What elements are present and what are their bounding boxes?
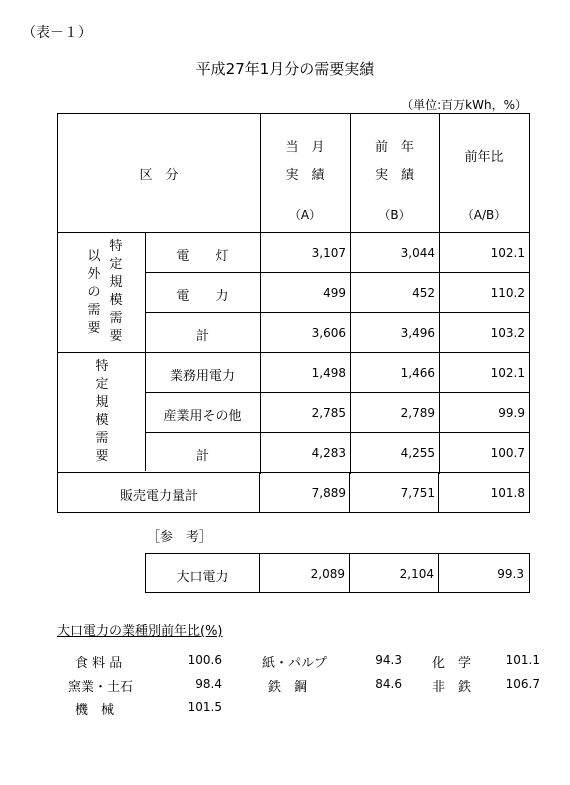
grid-line (145, 432, 529, 433)
reference-table (145, 553, 530, 593)
grid-line (349, 473, 350, 513)
grid-line (145, 392, 529, 393)
header-prev-code: （B） (378, 208, 411, 222)
grid-line (438, 473, 439, 513)
header-ratio-code: （A/B） (461, 208, 507, 222)
header-current-line1: 当 月 (285, 140, 325, 155)
page: （表－１） 平成27年1月分の需要実績 （単位:百万kWh，%） 区 分 当 月 実 績 （A） 前 年 実 績 （B） 前年比 （A/B） 特 定 規 模 需 要 以 外 の 需 要 特 定 規 模 需 要 電 灯 3,107 3,044 102.1 電 力 499 452 110.2 計 3,606 3,496 103.2 業務用電力 1,498 1,466 102.1 産業用その他 2,785 2,789 99.9 計 4,283 4,255 100.7 販売電力量計 7,889 7,751 101.8 ［参 考］ 大口電力 2,089 2,104 99.3 大口電力の業種別前年比(%) 食 料 品 100.6 紙・パルプ 94.3 化 学 101.1 窯業・土石 98.4 鉄 鋼 84.6 非 鉄 106.7 機 械 101.5 (0, 0, 570, 785)
reference-heading: ［参 考］ (147, 530, 213, 545)
group-non-specified-col1: 特 定 規 模 需 要 (109, 239, 123, 344)
demand-table: 区 分 当 月 実 績 （A） 前 年 実 績 （B） 前年比 （A/B） 特 定 規 模 需 要 以 外 の 需 要 特 定 規 模 需 要 電 灯 3,107 3,044 102.1 電 力 499 452 110.2 計 3,606 3,496 103.2 業務用電力 1,498 1,466 102.1 産業用その他 2,785 2,789 99.9 計 4,283 4,255 100.7 販売電力量計 7,889 7,751 101.8 (57, 113, 530, 513)
reference-current: 2,089 (310, 567, 345, 581)
page-title: 平成27年1月分の需要実績 (195, 60, 375, 78)
header-ratio-line1: 前年比 (464, 150, 504, 165)
group-non-specified-col2: 以 外 の 需 要 (87, 249, 101, 336)
industry-heading: 大口電力の業種別前年比(%) (57, 624, 223, 639)
grid-line (259, 473, 260, 513)
header-current-line2: 実 績 (285, 168, 325, 183)
header-prev-line2: 実 績 (374, 168, 414, 183)
header-category: 区 分 (139, 168, 179, 183)
reference-previous: 2,104 (399, 567, 434, 581)
grid-line (58, 472, 529, 473)
grid-line (145, 272, 529, 273)
reference-ratio: 99.3 (497, 567, 524, 581)
group-specified: 特 定 規 模 需 要 (95, 359, 109, 464)
reference-label: 大口電力 (176, 570, 229, 585)
header-prev-line1: 前 年 (374, 140, 414, 155)
grid-line (145, 312, 529, 313)
grid-line (58, 232, 529, 233)
header-current-code: （A） (288, 208, 322, 222)
grid-line (58, 352, 529, 353)
table-number: （表－１） (22, 25, 92, 41)
unit-label: （単位:百万kWh，%） (401, 98, 527, 112)
